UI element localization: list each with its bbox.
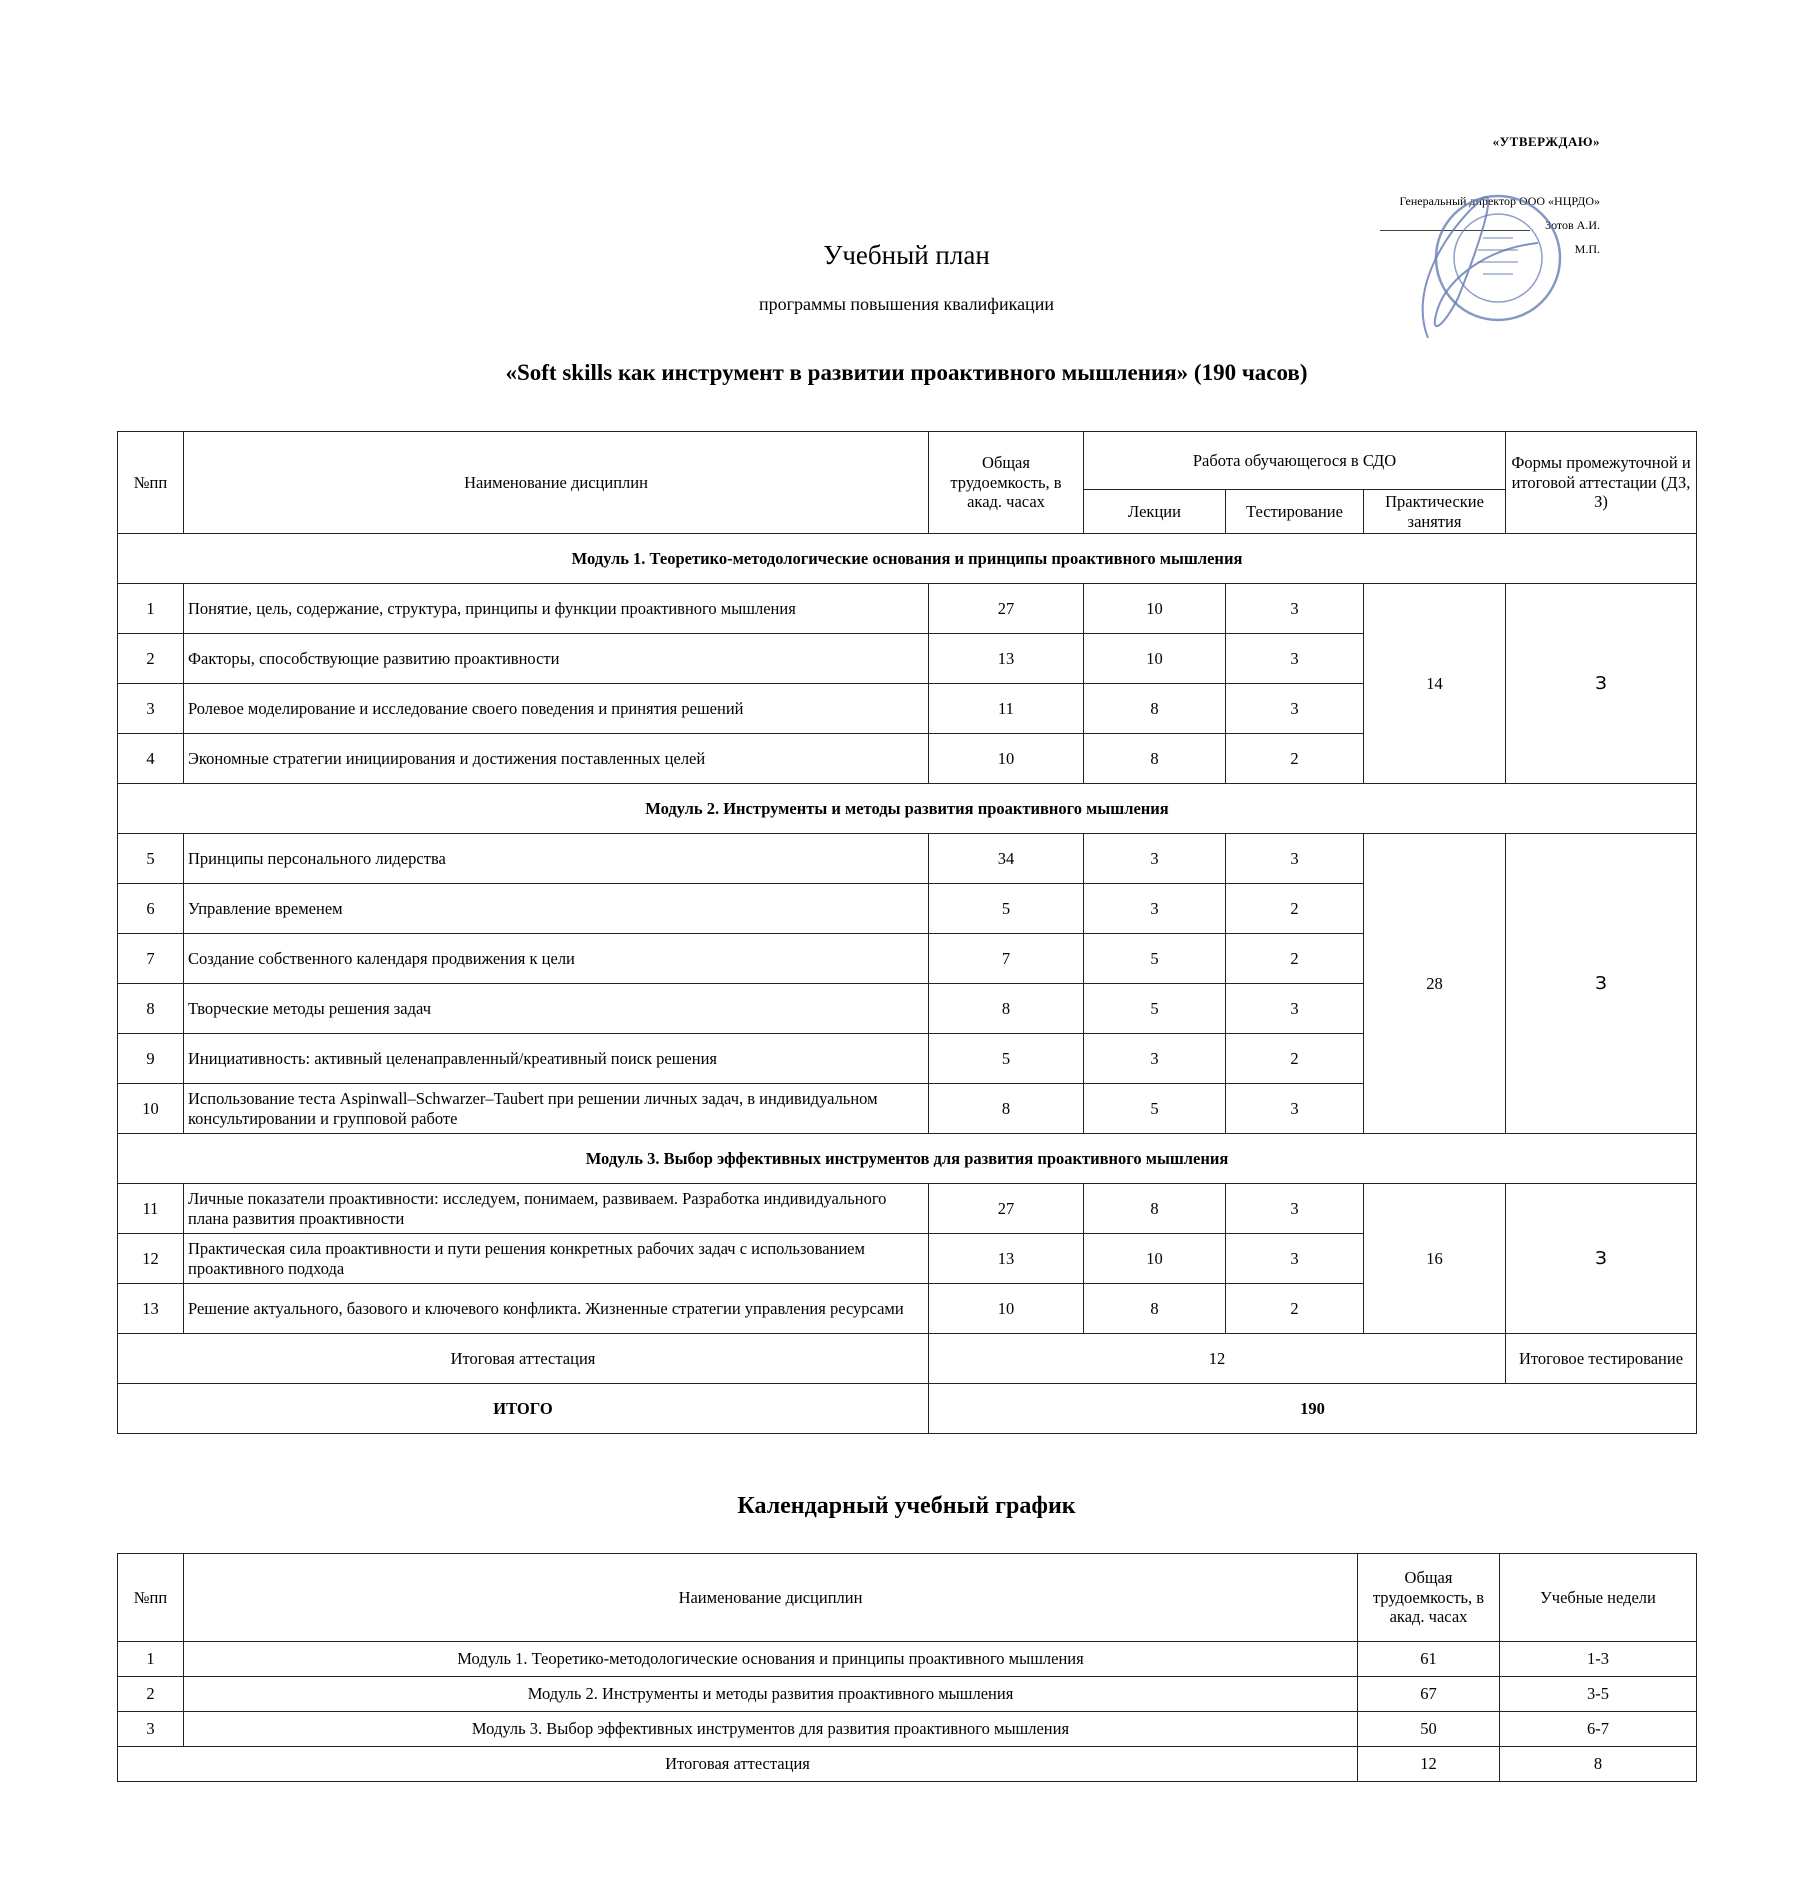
final-attestation-row bbox=[118, 1334, 1697, 1384]
row-lectures: 5 bbox=[1084, 934, 1226, 984]
calendar-row-num: 2 bbox=[118, 1677, 184, 1712]
row-num: 7 bbox=[118, 934, 184, 984]
program-title: «Soft skills как инструмент в развитии проактивного мышления» (190 часов) bbox=[505, 360, 1308, 385]
row-discipline: Решение актуального, базового и ключевого конфликта. Жизненные стратегии управления ресурсами bbox=[184, 1284, 929, 1334]
calendar-row-weeks: 3-5 bbox=[1500, 1677, 1697, 1712]
row-total-hours: 11 bbox=[929, 684, 1084, 734]
row-discipline: Принципы персонального лидерства bbox=[184, 834, 929, 884]
row-testing: 3 bbox=[1226, 984, 1364, 1034]
approval-stamp-place: М.П. bbox=[1574, 242, 1600, 256]
row-num: 9 bbox=[118, 1034, 184, 1084]
row-lectures: 10 bbox=[1084, 634, 1226, 684]
module-title: Модуль 1. Теоретико-методологические основания и принципы проактивного мышления bbox=[118, 534, 1697, 584]
row-total-hours: 13 bbox=[929, 1234, 1084, 1284]
header-forms: Формы промежуточной и итоговой аттестации (ДЗ, З) bbox=[1506, 432, 1697, 534]
header-testing: Тестирование bbox=[1226, 490, 1364, 534]
calendar-header-total: Общая трудоемкость, в акад. часах bbox=[1358, 1554, 1500, 1642]
module-title: Модуль 2. Инструменты и методы развития проактивного мышления bbox=[118, 784, 1697, 834]
row-lectures: 8 bbox=[1084, 734, 1226, 784]
header-num: №пп bbox=[118, 432, 184, 534]
row-discipline: Понятие, цель, содержание, структура, принципы и функции проактивного мышления bbox=[184, 584, 929, 634]
row-num: 1 bbox=[118, 584, 184, 634]
row-discipline: Экономные стратегии инициирования и достижения поставленных целей bbox=[184, 734, 929, 784]
header-lectures: Лекции bbox=[1084, 490, 1226, 534]
document-title: Учебный план bbox=[823, 240, 990, 270]
row-discipline: Управление временем bbox=[184, 884, 929, 934]
final-attestation-form: Итоговое тестирование bbox=[1506, 1334, 1697, 1384]
approval-block bbox=[1330, 128, 1600, 348]
calendar-row-weeks: 6-7 bbox=[1500, 1712, 1697, 1747]
table-row bbox=[118, 584, 1697, 634]
row-discipline: Инициативность: активный целенаправленный/креативный поиск решения bbox=[184, 1034, 929, 1084]
row-testing: 3 bbox=[1226, 1084, 1364, 1134]
row-num: 2 bbox=[118, 634, 184, 684]
calendar-title: Календарный учебный график bbox=[737, 1493, 1076, 1519]
row-lectures: 3 bbox=[1084, 1034, 1226, 1084]
row-total-hours: 5 bbox=[929, 884, 1084, 934]
row-num: 10 bbox=[118, 1084, 184, 1134]
header-practice: Практические занятия bbox=[1364, 490, 1506, 534]
calendar-row-discipline: Модуль 1. Теоретико-методологические основания и принципы проактивного мышления bbox=[184, 1642, 1358, 1677]
calendar-header-weeks: Учебные недели bbox=[1500, 1554, 1697, 1642]
row-testing: 3 bbox=[1226, 684, 1364, 734]
document-subtitle: программы повышения квалификации bbox=[759, 294, 1054, 314]
curriculum-table bbox=[117, 431, 1697, 1434]
approval-heading: «УТВЕРЖДАЮ» bbox=[1492, 134, 1600, 149]
calendar-row bbox=[118, 1712, 1697, 1747]
row-lectures: 5 bbox=[1084, 984, 1226, 1034]
row-testing: 2 bbox=[1226, 884, 1364, 934]
row-total-hours: 27 bbox=[929, 1184, 1084, 1234]
row-testing: 3 bbox=[1226, 584, 1364, 634]
row-lectures: 8 bbox=[1084, 1284, 1226, 1334]
total-label: ИТОГО bbox=[118, 1384, 929, 1434]
module-title: Модуль 3. Выбор эффективных инструментов для развития проактивного мышления bbox=[118, 1134, 1697, 1184]
row-testing: 2 bbox=[1226, 734, 1364, 784]
calendar-row-num: 3 bbox=[118, 1712, 184, 1747]
row-num: 8 bbox=[118, 984, 184, 1034]
row-total-hours: 7 bbox=[929, 934, 1084, 984]
row-lectures: 3 bbox=[1084, 884, 1226, 934]
calendar-row-total: 50 bbox=[1358, 1712, 1500, 1747]
row-total-hours: 8 bbox=[929, 984, 1084, 1034]
row-testing: 2 bbox=[1226, 1284, 1364, 1334]
calendar-header-row bbox=[118, 1554, 1697, 1642]
row-lectures: 10 bbox=[1084, 584, 1226, 634]
final-attestation-hours: 12 bbox=[929, 1334, 1506, 1384]
row-lectures: 10 bbox=[1084, 1234, 1226, 1284]
row-discipline: Практическая сила проактивности и пути решения конкретных рабочих задач с использованием проактивного подхода bbox=[184, 1234, 929, 1284]
row-total-hours: 10 bbox=[929, 734, 1084, 784]
calendar-row-num: 1 bbox=[118, 1642, 184, 1677]
row-num: 4 bbox=[118, 734, 184, 784]
row-num: 11 bbox=[118, 1184, 184, 1234]
module-attestation-form: З bbox=[1506, 584, 1697, 784]
row-num: 13 bbox=[118, 1284, 184, 1334]
row-total-hours: 10 bbox=[929, 1284, 1084, 1334]
row-lectures: 3 bbox=[1084, 834, 1226, 884]
row-lectures: 5 bbox=[1084, 1084, 1226, 1134]
header-total-hours: Общая трудоемкость, в акад. часах bbox=[929, 432, 1084, 534]
row-num: 5 bbox=[118, 834, 184, 884]
module-row bbox=[118, 784, 1697, 834]
row-lectures: 8 bbox=[1084, 1184, 1226, 1234]
calendar-row-discipline: Модуль 2. Инструменты и методы развития проактивного мышления bbox=[184, 1677, 1358, 1712]
calendar-final-weeks: 8 bbox=[1500, 1747, 1697, 1782]
module-row bbox=[118, 1134, 1697, 1184]
row-discipline: Факторы, способствующие развитию проактивности bbox=[184, 634, 929, 684]
calendar-table bbox=[117, 1553, 1697, 1782]
calendar-row-weeks: 1-3 bbox=[1500, 1642, 1697, 1677]
row-lectures: 8 bbox=[1084, 684, 1226, 734]
module-practice-hours: 28 bbox=[1364, 834, 1506, 1134]
header-work-group: Работа обучающегося в СДО bbox=[1084, 432, 1506, 490]
table-row bbox=[118, 1184, 1697, 1234]
row-num: 3 bbox=[118, 684, 184, 734]
row-total-hours: 8 bbox=[929, 1084, 1084, 1134]
row-num: 12 bbox=[118, 1234, 184, 1284]
header-discipline: Наименование дисциплин bbox=[184, 432, 929, 534]
calendar-header-discipline: Наименование дисциплин bbox=[184, 1554, 1358, 1642]
calendar-row-total: 67 bbox=[1358, 1677, 1500, 1712]
row-testing: 3 bbox=[1226, 1234, 1364, 1284]
row-discipline: Ролевое моделирование и исследование своего поведения и принятия решений bbox=[184, 684, 929, 734]
module-attestation-form: З bbox=[1506, 1184, 1697, 1334]
calendar-final-label: Итоговая аттестация bbox=[118, 1747, 1358, 1782]
row-discipline: Творческие методы решения задач bbox=[184, 984, 929, 1034]
approval-name: Зотов А.И. bbox=[1545, 218, 1600, 232]
table-header-row bbox=[118, 432, 1697, 490]
final-attestation-label: Итоговая аттестация bbox=[118, 1334, 929, 1384]
table-row bbox=[118, 834, 1697, 884]
row-testing: 2 bbox=[1226, 1034, 1364, 1084]
row-testing: 2 bbox=[1226, 934, 1364, 984]
row-testing: 3 bbox=[1226, 1184, 1364, 1234]
row-total-hours: 5 bbox=[929, 1034, 1084, 1084]
row-total-hours: 34 bbox=[929, 834, 1084, 884]
row-total-hours: 13 bbox=[929, 634, 1084, 684]
row-discipline: Создание собственного календаря продвижения к цели bbox=[184, 934, 929, 984]
row-testing: 3 bbox=[1226, 834, 1364, 884]
row-testing: 3 bbox=[1226, 634, 1364, 684]
row-num: 6 bbox=[118, 884, 184, 934]
module-row bbox=[118, 534, 1697, 584]
calendar-final-total: 12 bbox=[1358, 1747, 1500, 1782]
calendar-row bbox=[118, 1677, 1697, 1712]
approval-position: Генеральный директор ООО «НЦРДО» bbox=[1399, 194, 1600, 208]
calendar-row-discipline: Модуль 3. Выбор эффективных инструментов для развития проактивного мышления bbox=[184, 1712, 1358, 1747]
module-practice-hours: 14 bbox=[1364, 584, 1506, 784]
row-discipline: Использование теста Aspinwall–Schwarzer–Taubert при решении личных задач, в индивидуальном консультировании и групповой работе bbox=[184, 1084, 929, 1134]
module-attestation-form: З bbox=[1506, 834, 1697, 1134]
total-row bbox=[118, 1384, 1697, 1434]
total-hours: 190 bbox=[929, 1384, 1697, 1434]
module-practice-hours: 16 bbox=[1364, 1184, 1506, 1334]
calendar-final-row bbox=[118, 1747, 1697, 1782]
row-discipline: Личные показатели проактивности: исследуем, понимаем, развиваем. Разработка индивидуального плана развития проактивности bbox=[184, 1184, 929, 1234]
row-total-hours: 27 bbox=[929, 584, 1084, 634]
calendar-row-total: 61 bbox=[1358, 1642, 1500, 1677]
calendar-row bbox=[118, 1642, 1697, 1677]
calendar-header-num: №пп bbox=[118, 1554, 184, 1642]
